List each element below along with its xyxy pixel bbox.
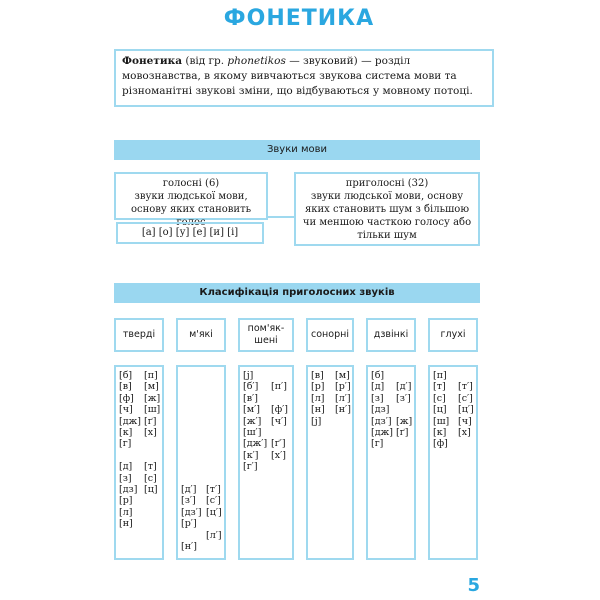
column-header: сонорні [306,318,354,352]
consonant-sound: [х] [458,427,471,438]
consonant-sound: [ч] [119,404,133,416]
column-header: дзвінкі [366,318,416,352]
consonant-sound: [л′] [206,529,222,541]
consonant-sound: [дз′] [371,415,392,427]
vowels-sounds: [а] [о] [у] [е] [и] [і] [116,222,264,244]
definition-term: Фонетика [122,55,183,67]
consonant-sound: [р′] [181,518,197,530]
connector-line [268,216,294,218]
consonant-sound: [н] [311,404,325,416]
consonant-sound: [ц] [433,404,447,416]
consonant-sound: [д′] [181,484,197,495]
definition-part2: — звуковий) — розділ мовознавства, в якому вивчаються звукова система мови та різноманітні звукові зміни, що відбуваються у мовному потоці. [122,55,473,97]
consonant-sound: [ш] [144,404,161,416]
speech-sounds-heading: Звуки мови [114,140,480,160]
consonant-sound: [з′] [181,495,196,507]
consonant-sound: [т] [144,461,157,473]
consonant-sound: [ш] [433,415,450,427]
column-body [306,365,354,560]
consonant-sound: [дз′] [181,506,202,518]
consonant-sound: [п] [144,370,158,381]
consonant-sound: [с] [144,472,157,484]
definition-italic: phonetikos [227,55,286,67]
consonant-sound: [л′] [335,392,351,404]
column-body [114,365,164,560]
definition-part1: (від гр. [182,55,228,67]
consonant-sound: [дж] [119,415,142,427]
consonant-sound: [н′] [335,404,351,416]
consonant-sound: [с] [433,392,446,404]
consonant-sound: [ґ] [396,427,409,438]
consonant-sound: [б] [371,370,385,381]
consonant-sound: [з] [371,392,384,404]
consonant-sound: [ґ] [144,415,157,427]
page-number: 5 [467,575,480,596]
consonant-sound: [м] [335,370,350,381]
consonant-sound: [в] [119,381,132,393]
consonant-sound: [ц′] [206,506,222,518]
consonant-sound: [ф] [119,392,134,404]
consonant-sound: [д] [371,381,385,393]
consonant-sound: [т] [433,381,446,393]
vowels-title: голосні (6) [162,178,220,189]
consonant-sound: [г′] [243,461,258,473]
consonant-sound: [х] [144,427,157,438]
consonant-sound: [р] [311,381,325,393]
consonant-sound: [з] [119,472,132,484]
column-header: тверді [114,318,164,352]
consonant-sound: [п] [433,370,447,381]
column-body [428,365,478,560]
consonant-sound: [ж] [144,392,161,404]
consonant-sound: [л] [311,392,325,404]
consonant-sound: [д] [119,461,133,473]
page-title: ФОНЕТИКА [223,6,375,31]
consonant-sound: [ш′] [243,427,262,438]
consonant-sound: [j] [311,415,322,427]
consonant-sound: [р′] [335,381,351,393]
consonant-sound: [г] [119,438,132,450]
consonant-sound: [г] [371,438,384,450]
consonants-desc: звуки людської мови, основу яких становить шум з більшою чи меншою часткою голосу або тільки шум [302,191,472,241]
consonant-sound: [х′] [271,449,286,461]
consonant-sound: [б] [119,370,133,381]
consonant-sound: [дз] [119,484,138,495]
column-header: м'які [176,318,226,352]
consonant-sound: [д′] [396,381,412,393]
column-header: глухі [428,318,478,352]
consonant-sound: [ф′] [271,404,289,416]
consonant-sound: [т′] [206,484,221,495]
consonant-sound: [с′] [206,495,221,507]
consonant-sound: [р] [119,495,133,507]
consonant-sound: [к] [433,427,447,438]
consonant-sound: [ж] [396,415,413,427]
consonant-sound: [л] [119,506,133,518]
vowels-desc: звуки людської мови, основу яких становить голос [130,191,252,228]
consonant-sound: [ц′] [458,404,474,416]
vowels-box [114,172,268,228]
consonant-sound: [п′] [271,381,287,393]
column-body [176,365,226,560]
consonant-sound: [б′] [243,381,259,393]
consonant-sound: [ґ′] [271,438,286,450]
consonant-sound: [ж′] [243,415,262,427]
consonant-sound: [н] [119,518,133,530]
consonant-sound: [к′] [243,449,259,461]
consonant-sound: [к] [119,427,133,438]
consonants-box [294,172,480,246]
consonant-sound: [дж] [371,427,394,438]
consonant-sound: [j] [243,370,254,381]
consonants-title: приголосні (32) [345,178,429,189]
consonant-sound: [в′] [243,392,258,404]
consonant-sound: [м′] [243,404,260,416]
consonant-sound: [м] [144,381,159,393]
definition-box [114,49,494,107]
column-body [366,365,416,560]
page [92,0,506,600]
consonant-sound: [дж′] [243,438,268,450]
column-body [238,365,294,560]
consonant-sound: [в] [311,370,324,381]
consonant-sound: [ц] [144,484,158,495]
consonant-sound: [ч] [458,415,472,427]
consonant-sound: [ч′] [271,415,287,427]
consonant-sound: [з′] [396,392,411,404]
consonant-sound: [н′] [181,541,197,552]
column-header: пом'як-шені [238,318,294,352]
consonant-sound: [т′] [458,381,473,393]
consonant-sound: [дз] [371,404,390,416]
consonant-sound: [ф] [433,438,448,450]
consonant-sound: [с′] [458,392,473,404]
classification-heading: Класифікація приголосних звуків [114,283,480,303]
